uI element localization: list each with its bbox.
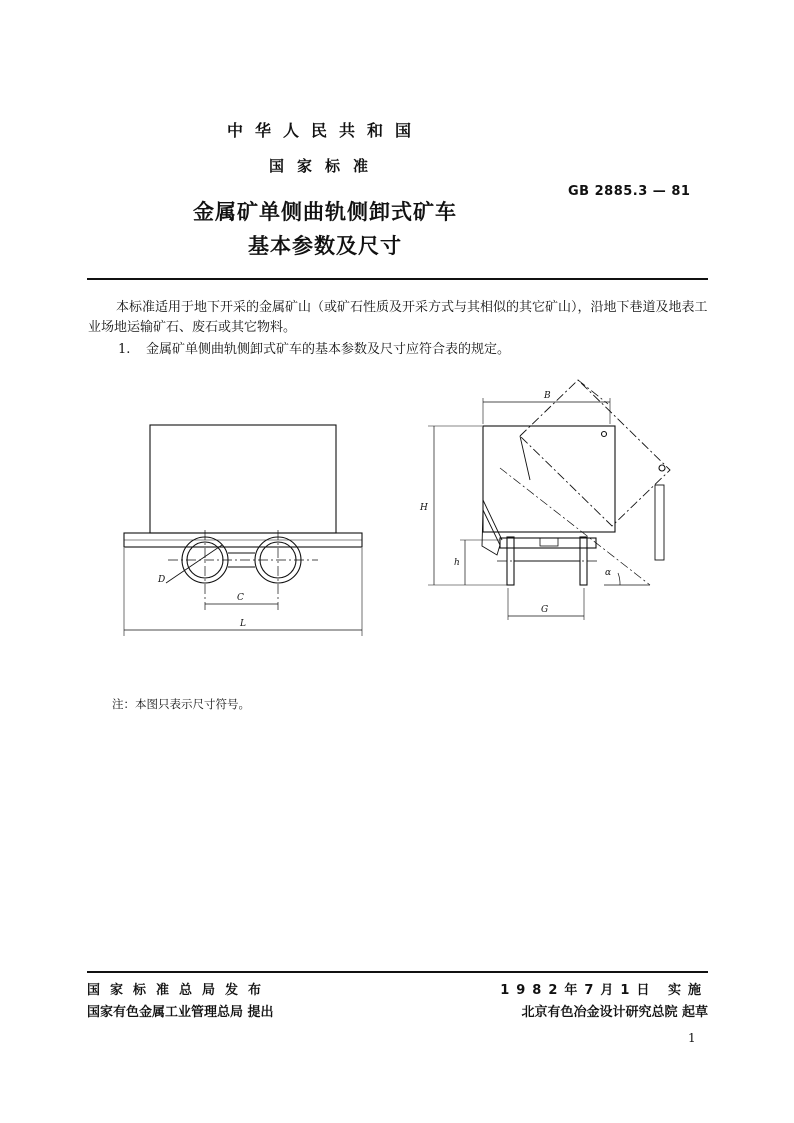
issuer-line: 国家标准总局发布 <box>87 983 272 998</box>
dimension-label-G: G <box>541 605 549 615</box>
car-body-front <box>150 425 336 533</box>
car-body-side <box>483 426 615 532</box>
dimension-label-L: L <box>240 619 246 629</box>
country-name: 中华人民共和国 <box>226 121 423 140</box>
dimension-label-alpha: α <box>605 568 612 578</box>
dimension-label-B: B <box>544 391 551 401</box>
proposer-line: 国家有色金属工业管理总局 提出 <box>87 1005 274 1020</box>
document-subtitle: 基本参数及尺寸 <box>248 234 402 258</box>
clause-1-number: 1. <box>118 342 131 357</box>
page-number: 1 <box>688 1031 696 1045</box>
effective-date-line: 1982年7月1日 实施 <box>500 983 708 998</box>
scope-paragraph: 本标准适用于地下开采的金属矿山（或矿石性质及开采方式与其相似的其它矿山），沿地下巷道及地表工业场地运输矿石、废石或其它物料。 <box>88 300 708 335</box>
figure-note: 注：本图只表示尺寸符号。 <box>112 697 250 711</box>
clause-1-text: 金属矿单侧曲轨侧卸式矿车的基本参数及尺寸应符合表的规定。 <box>146 342 511 357</box>
agency-name: 国家标准 <box>268 157 381 175</box>
footer-divider <box>87 971 708 973</box>
drafter-line: 北京有色冶金设计研究总院 起草 <box>521 1005 708 1020</box>
dimension-label-C: C <box>237 593 244 603</box>
dimension-label-D: D <box>158 575 166 585</box>
document-title: 金属矿单侧曲轨侧卸式矿车 <box>193 200 457 224</box>
dimension-label-H: H <box>420 503 428 513</box>
dimension-label-h: h <box>454 558 460 568</box>
standard-number: GB 2885.3 — 81 <box>568 184 691 199</box>
